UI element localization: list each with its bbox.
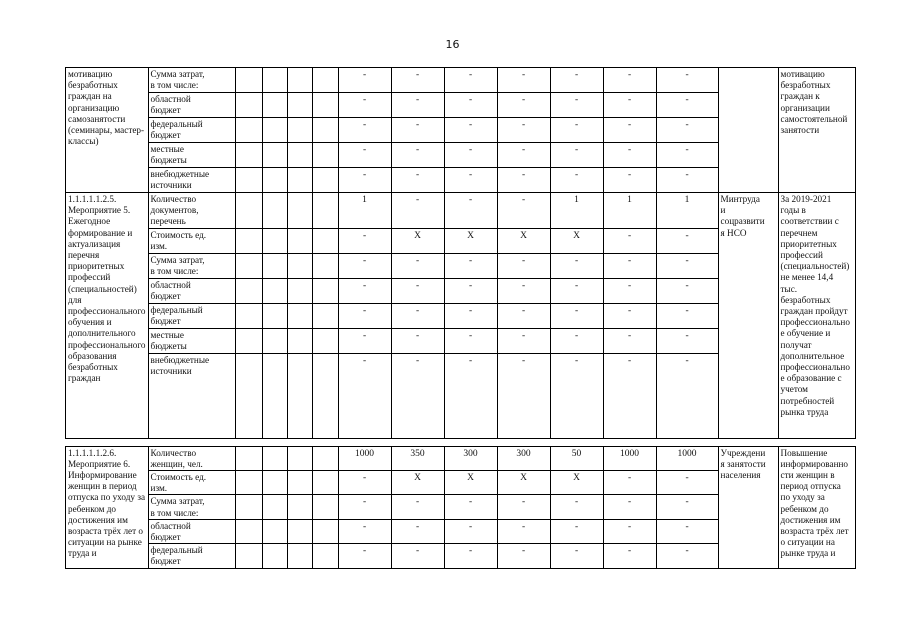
value-cell: - <box>444 519 497 543</box>
value-cell: - <box>444 168 497 193</box>
empty-cell <box>262 93 287 118</box>
value-cell: - <box>656 544 718 568</box>
page-number: 16 <box>445 38 460 51</box>
value-cell: X <box>444 228 497 253</box>
empty-cell <box>235 68 262 93</box>
indicator-label-cell: Количество документов, перечень <box>148 193 235 229</box>
value-cell: - <box>391 303 444 328</box>
value-cell: - <box>656 68 718 93</box>
value-cell: - <box>550 143 603 168</box>
value-cell: 1000 <box>656 446 718 470</box>
responsible-cell <box>718 68 778 193</box>
value-cell: - <box>444 68 497 93</box>
value-cell: 1 <box>338 193 391 229</box>
empty-cell <box>235 228 262 253</box>
empty-cell <box>235 353 262 438</box>
program-table <box>65 67 856 569</box>
value-cell: - <box>338 495 391 519</box>
empty-cell <box>262 495 287 519</box>
empty-cell <box>312 143 338 168</box>
empty-cell <box>312 303 338 328</box>
value-cell: - <box>444 278 497 303</box>
value-cell: - <box>603 168 656 193</box>
value-cell: 50 <box>550 446 603 470</box>
empty-cell <box>287 143 312 168</box>
value-cell: - <box>603 143 656 168</box>
indicator-label-cell: местные бюджеты <box>148 143 235 168</box>
value-cell: - <box>391 193 444 229</box>
empty-cell <box>235 118 262 143</box>
value-cell: X <box>550 228 603 253</box>
indicator-label-cell: федеральный бюджет <box>148 544 235 568</box>
empty-cell <box>287 253 312 278</box>
empty-cell <box>262 303 287 328</box>
empty-cell <box>312 68 338 93</box>
empty-cell <box>287 193 312 229</box>
empty-cell <box>235 93 262 118</box>
value-cell: - <box>391 68 444 93</box>
empty-cell <box>262 68 287 93</box>
value-cell: - <box>550 544 603 568</box>
value-cell: - <box>603 353 656 438</box>
value-cell: X <box>391 471 444 495</box>
value-cell: - <box>338 353 391 438</box>
value-cell: - <box>656 253 718 278</box>
value-cell: - <box>497 353 550 438</box>
value-cell: - <box>656 168 718 193</box>
empty-cell <box>235 303 262 328</box>
empty-cell <box>287 93 312 118</box>
empty-cell <box>287 471 312 495</box>
value-cell: - <box>656 495 718 519</box>
value-cell: - <box>656 471 718 495</box>
value-cell: - <box>497 303 550 328</box>
value-cell: 1000 <box>338 446 391 470</box>
empty-cell <box>312 118 338 143</box>
value-cell: - <box>603 93 656 118</box>
empty-cell <box>312 519 338 543</box>
value-cell: - <box>338 471 391 495</box>
value-cell: - <box>497 328 550 353</box>
value-cell: 350 <box>391 446 444 470</box>
indicator-label-cell: областной бюджет <box>148 93 235 118</box>
value-cell: 1 <box>603 193 656 229</box>
value-cell: - <box>603 228 656 253</box>
value-cell: - <box>497 278 550 303</box>
value-cell: - <box>391 544 444 568</box>
value-cell: - <box>656 118 718 143</box>
value-cell: - <box>656 328 718 353</box>
value-cell: - <box>444 118 497 143</box>
value-cell: - <box>603 328 656 353</box>
activity-title-cell: 1.1.1.1.1.2.5. Мероприятие 5. Ежегодное формирование и актуализация перечня приоритетных профессий (специальностей) для профессионального обучения и дополнительного профессионального образования безработных граждан <box>66 193 149 439</box>
empty-cell <box>235 519 262 543</box>
empty-cell <box>262 118 287 143</box>
value-cell: X <box>391 228 444 253</box>
empty-cell <box>262 143 287 168</box>
empty-cell <box>287 353 312 438</box>
value-cell: - <box>391 328 444 353</box>
section-gap <box>66 438 856 446</box>
value-cell: - <box>497 495 550 519</box>
value-cell: - <box>656 278 718 303</box>
value-cell: X <box>497 471 550 495</box>
value-cell: - <box>656 93 718 118</box>
value-cell: - <box>391 93 444 118</box>
empty-cell <box>287 278 312 303</box>
value-cell: - <box>656 143 718 168</box>
empty-cell <box>312 193 338 229</box>
value-cell: - <box>603 495 656 519</box>
value-cell: - <box>338 93 391 118</box>
empty-cell <box>287 328 312 353</box>
value-cell: - <box>391 278 444 303</box>
indicator-label-cell: Сумма затрат, в том числе: <box>148 253 235 278</box>
value-cell: - <box>550 519 603 543</box>
value-cell: - <box>444 193 497 229</box>
indicator-label-cell: местные бюджеты <box>148 328 235 353</box>
expected-result-cell: Повышение информированно сти женщин в период отпуска по уходу за ребенком до достижения им возраста трёх лет о ситуации на рынке труда и <box>778 446 855 568</box>
value-cell: X <box>550 471 603 495</box>
empty-cell <box>312 495 338 519</box>
empty-cell <box>262 278 287 303</box>
value-cell: - <box>603 544 656 568</box>
value-cell: 300 <box>444 446 497 470</box>
value-cell: - <box>497 68 550 93</box>
empty-cell <box>312 168 338 193</box>
empty-cell <box>262 353 287 438</box>
empty-cell <box>312 228 338 253</box>
activity-title-cell: мотивацию безработных граждан на организацию самозанятости (семинары, мастер- классы) <box>66 68 149 193</box>
value-cell: - <box>603 278 656 303</box>
value-cell: - <box>444 93 497 118</box>
empty-cell <box>262 168 287 193</box>
value-cell: - <box>656 228 718 253</box>
value-cell: 300 <box>497 446 550 470</box>
value-cell: - <box>656 303 718 328</box>
value-cell: - <box>338 143 391 168</box>
value-cell: - <box>444 253 497 278</box>
empty-cell <box>287 228 312 253</box>
empty-cell <box>287 495 312 519</box>
value-cell: X <box>497 228 550 253</box>
empty-cell <box>312 446 338 470</box>
empty-cell <box>312 544 338 568</box>
value-cell: - <box>497 253 550 278</box>
value-cell: - <box>338 544 391 568</box>
empty-cell <box>287 118 312 143</box>
value-cell: - <box>497 193 550 229</box>
indicator-label-cell: Сумма затрат, в том числе: <box>148 68 235 93</box>
value-cell: - <box>338 328 391 353</box>
table-row <box>66 446 856 470</box>
empty-cell <box>262 228 287 253</box>
value-cell: - <box>550 68 603 93</box>
value-cell: - <box>550 278 603 303</box>
empty-cell <box>312 93 338 118</box>
value-cell: - <box>338 278 391 303</box>
indicator-label-cell: Стоимость ед. изм. <box>148 228 235 253</box>
empty-cell <box>235 471 262 495</box>
value-cell: X <box>444 471 497 495</box>
empty-cell <box>312 328 338 353</box>
value-cell: - <box>550 118 603 143</box>
value-cell: - <box>550 495 603 519</box>
empty-cell <box>262 544 287 568</box>
value-cell: - <box>550 328 603 353</box>
empty-cell <box>262 519 287 543</box>
value-cell: - <box>391 495 444 519</box>
value-cell: 1 <box>550 193 603 229</box>
empty-cell <box>235 168 262 193</box>
value-cell: - <box>338 519 391 543</box>
empty-cell <box>287 168 312 193</box>
indicator-label-cell: областной бюджет <box>148 278 235 303</box>
empty-cell <box>262 446 287 470</box>
value-cell: - <box>603 68 656 93</box>
empty-cell <box>262 253 287 278</box>
empty-cell <box>287 446 312 470</box>
empty-cell <box>312 253 338 278</box>
value-cell: - <box>497 93 550 118</box>
responsible-cell: Учреждени я занятости населения <box>718 446 778 568</box>
value-cell: - <box>497 519 550 543</box>
empty-cell <box>287 303 312 328</box>
value-cell: - <box>603 118 656 143</box>
value-cell: - <box>391 353 444 438</box>
responsible-cell: Минтруда и соцразвити я НСО <box>718 193 778 439</box>
value-cell: - <box>391 519 444 543</box>
empty-cell <box>312 353 338 438</box>
value-cell: - <box>603 471 656 495</box>
empty-cell <box>287 519 312 543</box>
empty-cell <box>235 278 262 303</box>
value-cell: - <box>497 544 550 568</box>
value-cell: - <box>656 519 718 543</box>
value-cell: - <box>444 328 497 353</box>
value-cell: - <box>444 353 497 438</box>
indicator-label-cell: Сумма затрат, в том числе: <box>148 495 235 519</box>
indicator-label-cell: внебюджетные источники <box>148 353 235 438</box>
indicator-label-cell: областной бюджет <box>148 519 235 543</box>
empty-cell <box>235 253 262 278</box>
expected-result-cell: мотивацию безработных граждан к организации самостоятельной занятости <box>778 68 855 193</box>
indicator-label-cell: внебюджетные источники <box>148 168 235 193</box>
empty-cell <box>235 495 262 519</box>
empty-cell <box>262 471 287 495</box>
value-cell: - <box>391 143 444 168</box>
empty-cell <box>235 143 262 168</box>
empty-cell <box>262 193 287 229</box>
empty-cell <box>312 471 338 495</box>
value-cell: - <box>497 168 550 193</box>
indicator-label-cell: Количество женщин, чел. <box>148 446 235 470</box>
indicator-label-cell: федеральный бюджет <box>148 118 235 143</box>
empty-cell <box>262 328 287 353</box>
value-cell: - <box>656 353 718 438</box>
value-cell: 1 <box>656 193 718 229</box>
value-cell: - <box>603 303 656 328</box>
value-cell: - <box>391 253 444 278</box>
value-cell: 1000 <box>603 446 656 470</box>
empty-cell <box>312 278 338 303</box>
value-cell: - <box>338 303 391 328</box>
empty-cell <box>235 544 262 568</box>
empty-cell <box>287 544 312 568</box>
value-cell: - <box>338 228 391 253</box>
value-cell: - <box>444 303 497 328</box>
value-cell: - <box>550 93 603 118</box>
value-cell: - <box>338 118 391 143</box>
value-cell: - <box>497 118 550 143</box>
value-cell: - <box>444 544 497 568</box>
value-cell: - <box>338 168 391 193</box>
activity-title-cell: 1.1.1.1.1.2.6. Мероприятие 6. Информирование женщин в период отпуска по уходу за ребенком до достижения им возраста трёх лет о ситуации на рынке труда и <box>66 446 149 568</box>
expected-result-cell: За 2019-2021 годы в соответствии с перечнем приоритетных профессий (специальностей) не менее 14,4 тыс. безработных граждан пройдут профессионально е обучение и получат дополнительное профессионально е образование с учетом потребностей рынка труда <box>778 193 855 439</box>
value-cell: - <box>550 168 603 193</box>
value-cell: - <box>391 118 444 143</box>
empty-cell <box>235 446 262 470</box>
value-cell: - <box>550 253 603 278</box>
value-cell: - <box>338 68 391 93</box>
value-cell: - <box>444 495 497 519</box>
value-cell: - <box>603 253 656 278</box>
value-cell: - <box>391 168 444 193</box>
empty-cell <box>235 193 262 229</box>
value-cell: - <box>550 353 603 438</box>
table-row <box>66 68 856 93</box>
value-cell: - <box>338 253 391 278</box>
value-cell: - <box>497 143 550 168</box>
value-cell: - <box>550 303 603 328</box>
table-row <box>66 193 856 229</box>
empty-cell <box>235 328 262 353</box>
indicator-label-cell: федеральный бюджет <box>148 303 235 328</box>
empty-cell <box>287 68 312 93</box>
indicator-label-cell: Стоимость ед. изм. <box>148 471 235 495</box>
value-cell: - <box>603 519 656 543</box>
value-cell: - <box>444 143 497 168</box>
gap-cell <box>66 438 856 446</box>
